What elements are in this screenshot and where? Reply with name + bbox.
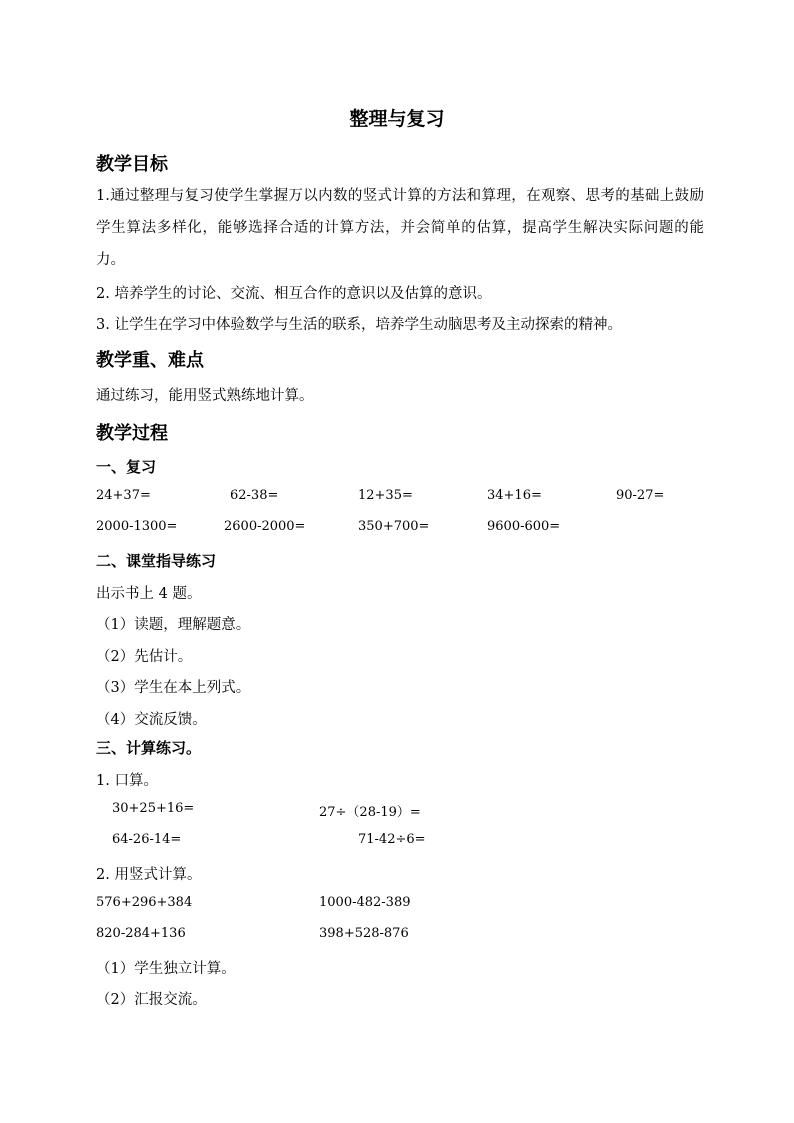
- goal-item-2: 2. 培养学生的讨论、交流、相互合作的意识以及估算的意识。: [96, 286, 492, 302]
- calc-step: （1）学生独立计算。: [96, 961, 236, 977]
- guided-intro: 出示书上 4 题。: [96, 586, 202, 602]
- guided-step: （4）交流反馈。: [96, 712, 207, 728]
- heading-calc: 三、计算练习。: [96, 739, 202, 757]
- goal-item-3: 3. 让学生在学习中体验数学与生活的联系，培养学生动脑思考及主动探索的精神。: [96, 317, 622, 333]
- heading-process: 教学过程: [96, 423, 168, 444]
- review-expr: 90-27=: [616, 488, 665, 503]
- calc-step: （2）汇报交流。: [96, 992, 207, 1008]
- key-points-text: 通过练习，能用竖式熟练地计算。: [96, 388, 314, 404]
- oral-expr: 30+25+16=: [112, 801, 195, 816]
- heading-guided: 二、课堂指导练习: [96, 552, 217, 570]
- review-expr: 62-38=: [230, 488, 279, 503]
- heading-goals: 教学目标: [96, 154, 168, 175]
- vertical-expr: 1000-482-389: [319, 895, 411, 910]
- review-expr: 350+700=: [358, 519, 430, 534]
- review-expr: 24+37=: [96, 488, 151, 503]
- review-expr: 2600-2000=: [224, 519, 306, 534]
- page-title: 整理与复习: [349, 108, 445, 130]
- vertical-expr: 820-284+136: [96, 926, 186, 941]
- guided-step: （1）读题，理解题意。: [96, 617, 251, 633]
- vertical-expr: 576+296+384: [96, 895, 193, 910]
- heading-review: 一、复习: [96, 458, 157, 476]
- guided-step: （2）先估计。: [96, 649, 193, 665]
- goal-item-1: 1.通过整理与复习使学生掌握万以内数的竖式计算的方法和算理，在观察、思考的基础上鼓励学生算法多样化，能够选择合适的计算方法，并会简单的估算，提高学生解决实际问题的能力。: [96, 188, 704, 268]
- review-expr: 12+35=: [358, 488, 413, 503]
- oral-expr: 27÷（28-19）=: [319, 805, 421, 820]
- guided-step: （3）学生在本上列式。: [96, 680, 251, 696]
- heading-key-points: 教学重、难点: [96, 350, 204, 371]
- oral-label: 1. 口算。: [96, 773, 158, 789]
- oral-expr: 64-26-14=: [112, 832, 182, 847]
- vertical-expr: 398+528-876: [319, 926, 409, 941]
- review-expr: 34+16=: [487, 488, 542, 503]
- vertical-label: 2. 用竖式计算。: [96, 867, 202, 883]
- review-expr: 9600-600=: [487, 519, 561, 534]
- review-expr: 2000-1300=: [96, 519, 178, 534]
- oral-expr: 71-42÷6=: [358, 832, 426, 847]
